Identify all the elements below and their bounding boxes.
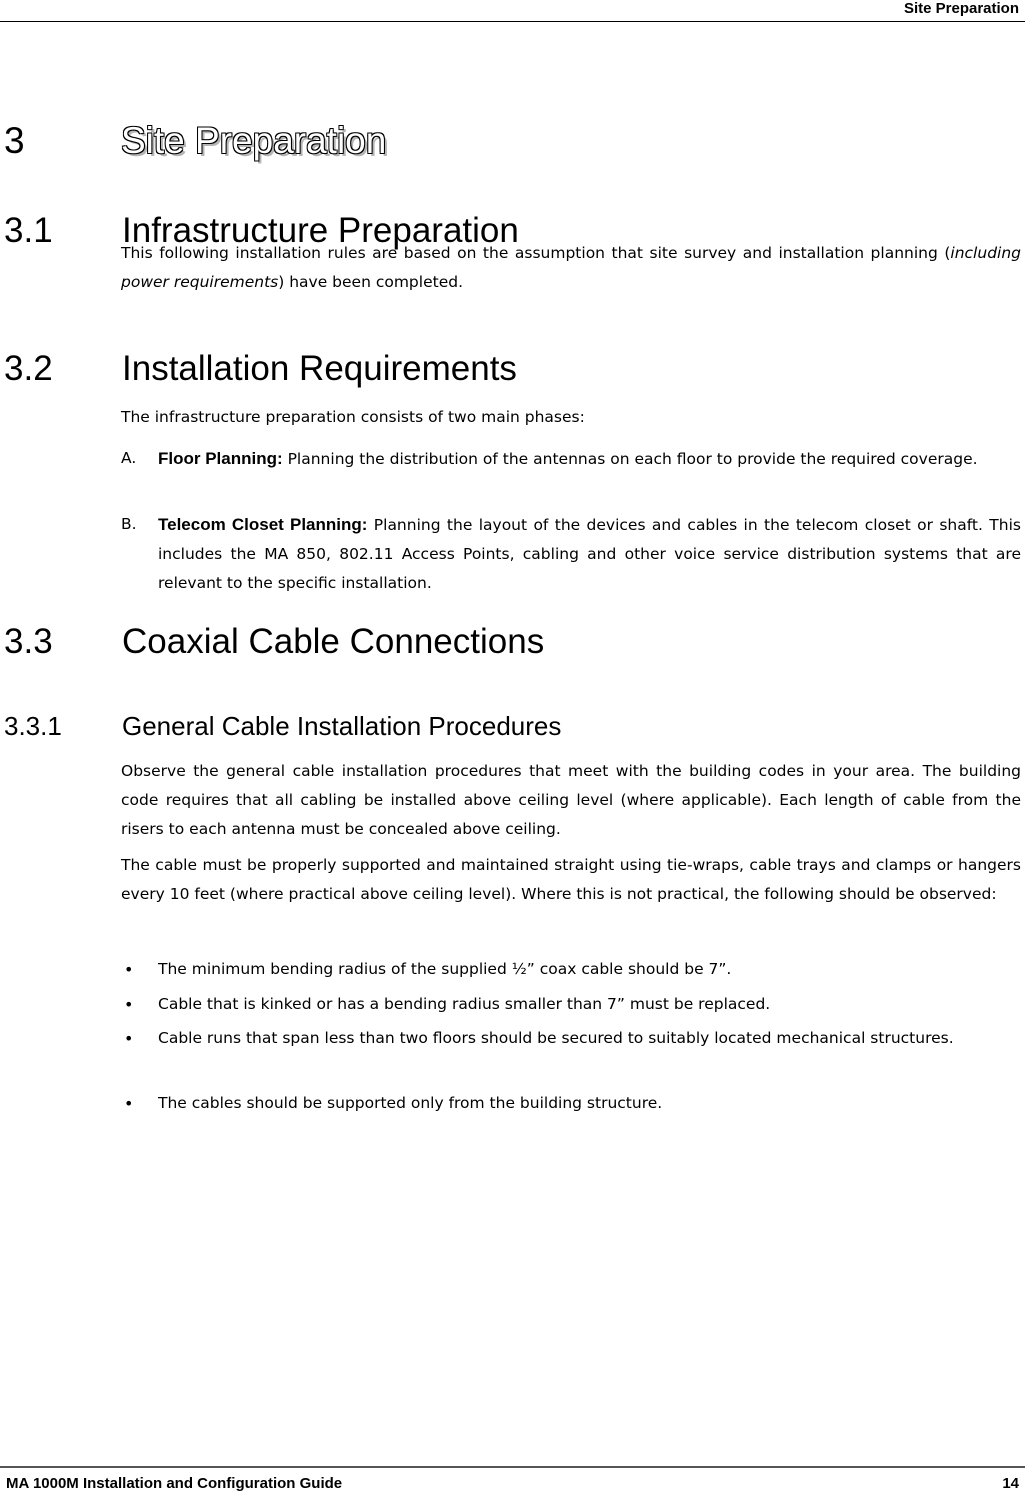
running-header: Site Preparation (903, 0, 1019, 17)
footer-guide-title: MA 1000M Installation and Configuration Guide (6, 1475, 343, 1492)
italic-emphasis: including power requirements (121, 244, 1021, 291)
section-title: Installation Requirements (122, 349, 517, 388)
paragraph-infrastructure: This following installation rules are based on the assumption that site survey and installation planning (including power requirements) have been completed. (121, 244, 1021, 291)
list-item-body: Telecom Closet Planning: Planning the layout of the devices and cables in the telecom closet or shaft. This includes the MA 850, 802.11 Access Points, cabling and other voice service distribution systems that are relevant to the specific installation. (158, 515, 1021, 592)
list-item-body: Floor Planning: Planning the distribution of the antennas on each floor to provide the required coverage. (158, 449, 978, 468)
footer-divider (0, 1466, 1025, 1468)
section-number: 3.1 (4, 211, 53, 250)
section-title: Coaxial Cable Connections (122, 622, 545, 661)
paragraph-phases-intro: The infrastructure preparation consists of two main phases: (121, 408, 585, 426)
section-title: Infrastructure Preparation (122, 211, 519, 250)
list-marker: A. (121, 449, 137, 467)
subsection-number: 3.3.1 (4, 711, 62, 741)
chapter-number: 3 (4, 120, 25, 161)
paragraph-general-procedures: Observe the general cable installation procedures that meet with the building codes in your area. The building code requires that all cabling be installed above ceiling level (where applicable). Each length of cable from the risers to each antenna must be concealed above ceiling. (121, 762, 1021, 838)
list-marker: B. (121, 515, 137, 533)
section-number: 3.2 (4, 349, 53, 388)
bullet-icon: • (124, 1094, 134, 1113)
header-divider (0, 21, 1025, 22)
section-number: 3.3 (4, 622, 53, 661)
chapter-title: Site Preparation (121, 120, 387, 161)
subsection-title: General Cable Installation Procedures (122, 711, 562, 741)
list-item-term: Telecom Closet Planning: (158, 515, 368, 534)
paragraph-cable-support: The cable must be properly supported and maintained straight using tie-wraps, cable trays and clamps or hangers every 10 feet (where practical above ceiling level). Where this is not practical, the following should be observed: (121, 856, 1021, 903)
page-number: 14 (1002, 1475, 1019, 1492)
bullet-icon: • (124, 1029, 134, 1048)
bullet-icon: • (124, 995, 134, 1014)
bullet-icon: • (124, 960, 134, 979)
list-item-term: Floor Planning: (158, 449, 283, 468)
